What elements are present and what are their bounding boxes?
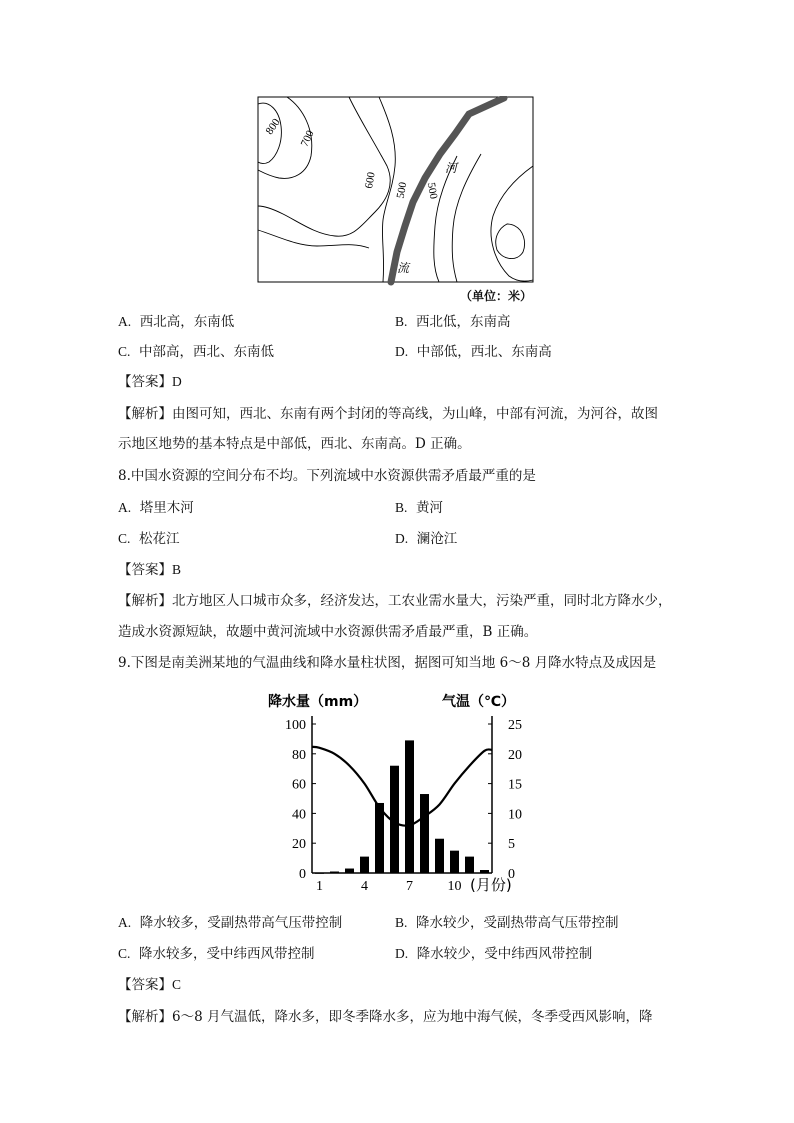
precipitation-bar	[375, 803, 384, 873]
y-right-tick-label: 15	[508, 777, 522, 793]
q8-analysis-line-2: 造成水资源短缺，故题中黄河流域中水资源供需矛盾最严重，B 正确。	[118, 624, 538, 640]
y-left-tick-label: 20	[292, 837, 306, 853]
y-left-axis-title: 降水量（mm）	[268, 694, 368, 710]
precipitation-bar	[330, 872, 339, 873]
q7-analysis-line-2: 示地区地势的基本特点是中部低，西北、东南高。D 正确。	[118, 436, 471, 452]
precipitation-bar	[405, 740, 414, 873]
precipitation-bar	[420, 794, 429, 873]
contour-label-800: 800	[263, 116, 283, 137]
precipitation-bar	[345, 869, 354, 873]
q7-analysis-line-1: 【解析】由图可知，西北、东南有两个封闭的等高线，为山峰，中部有河流，为河谷，故图	[118, 406, 658, 422]
q9-option-c[interactable]: C. 降水较多，受中纬西风带控制	[118, 946, 315, 962]
contour-label-600: 600	[363, 171, 378, 190]
y-left-tick-label: 0	[299, 867, 306, 882]
q9-analysis-line-1: 【解析】6～8 月气温低，降水多，即冬季降水多，应为地中海气候，冬季受西风影响，降	[118, 1009, 653, 1025]
x-tick-label: 7	[406, 879, 413, 894]
q7-option-a[interactable]: A. 西北高，东南低	[118, 314, 235, 330]
y-right-tick-label: 25	[508, 718, 522, 733]
y-right-tick-label: 20	[508, 747, 522, 763]
x-tick-label: 10	[447, 879, 462, 894]
precipitation-bar	[465, 857, 474, 873]
q8-answer: 【答案】B	[118, 562, 182, 578]
y-right-ticks	[488, 718, 522, 882]
q8-question: 8.中国水资源的空间分布不均。下列流域中水资源供需矛盾最严重的是	[118, 468, 536, 484]
q8-option-c[interactable]: C. 松花江	[118, 531, 180, 547]
y-left-tick-label: 80	[292, 747, 306, 763]
river-label-liu: 流	[397, 261, 410, 275]
y-left-tick-label: 40	[292, 807, 306, 823]
q8-option-a[interactable]: A. 塔里木河	[118, 500, 194, 516]
y-left-tick-label: 100	[285, 718, 306, 733]
x-axis-title: (月份)	[470, 876, 512, 894]
q7-option-d[interactable]: D. 中部低，西北、东南高	[395, 344, 552, 360]
x-ticks	[316, 879, 462, 894]
y-right-axis-title: 气温（℃）	[442, 694, 515, 710]
q8-option-d[interactable]: D. 澜沧江	[395, 531, 458, 547]
climate-chart	[262, 688, 532, 898]
precipitation-bar	[315, 873, 324, 874]
q9-question: 9.下图是南美洲某地的气温曲线和降水量柱状图，据图可知当地 6～8 月降水特点及成因是	[118, 655, 657, 671]
q7-option-b[interactable]: B. 西北低，东南高	[395, 314, 511, 330]
q9-option-d[interactable]: D. 降水较少，受中纬西风带控制	[395, 946, 593, 962]
q9-option-a[interactable]: A. 降水较多，受副热带高气压带控制	[118, 915, 343, 931]
q7-option-c[interactable]: C. 中部高，西北、东南低	[118, 344, 274, 360]
x-tick-label: 4	[361, 879, 368, 894]
y-right-tick-label: 5	[508, 837, 515, 853]
q7-answer: 【答案】D	[118, 374, 182, 390]
precipitation-bar	[360, 857, 369, 873]
river-label-he: 河	[445, 161, 458, 175]
q9-answer: 【答案】C	[118, 977, 182, 993]
q9-option-b[interactable]: B. 降水较少，受副热带高气压带控制	[395, 915, 619, 931]
x-tick-label: 1	[316, 879, 323, 894]
y-right-tick-label: 0	[508, 867, 515, 882]
precipitation-bar	[480, 870, 489, 873]
precipitation-bars	[315, 740, 489, 873]
contour-label-700: 700	[298, 128, 317, 149]
precipitation-bar	[450, 851, 459, 873]
map-unit-label: （单位：米）	[460, 289, 533, 303]
y-left-tick-label: 60	[292, 777, 306, 793]
contour-label-500-west: 500	[394, 181, 410, 200]
q8-analysis-line-1: 【解析】北方地区人口城市众多，经济发达，工农业需水量大，污染严重，同时北方降水少，	[118, 593, 672, 609]
contour-map	[257, 96, 537, 286]
y-right-tick-label: 10	[508, 807, 522, 823]
contour-label-500-east: 500	[424, 181, 440, 200]
precipitation-bar	[435, 839, 444, 873]
temperature-line	[312, 747, 492, 826]
q8-option-b[interactable]: B. 黄河	[395, 500, 443, 516]
